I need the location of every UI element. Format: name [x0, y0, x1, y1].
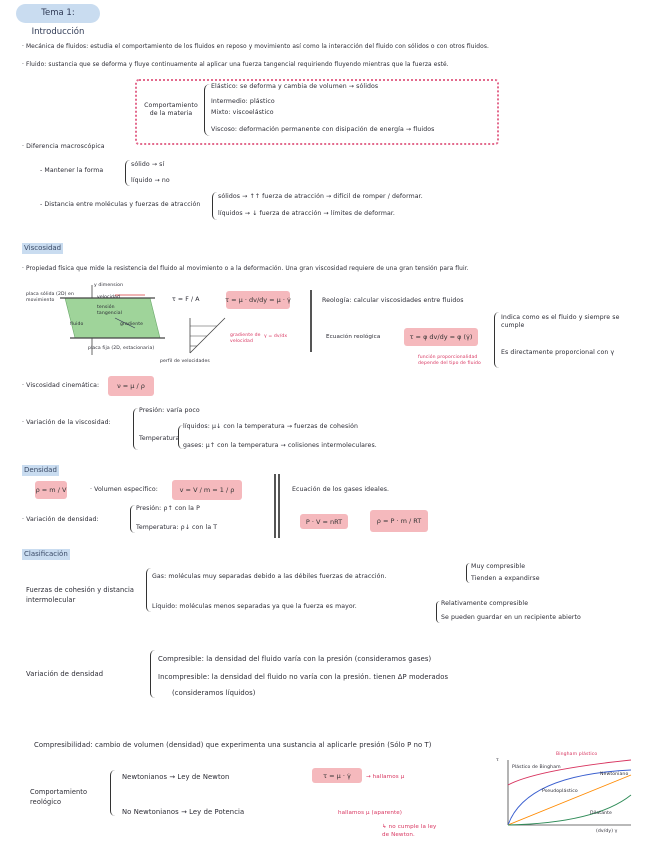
- curve-label-dilatante: Dilatante: [590, 811, 612, 816]
- graph-top-label: Bingham plástico: [556, 752, 598, 757]
- comportamiento-label: Comportamiento de la materia: [144, 102, 198, 117]
- gas-a: Muy compresible: [471, 563, 526, 570]
- tau-phi-box: τ = φ dv/dy = φ (γ̇): [404, 328, 478, 346]
- densidad-divider: [274, 474, 276, 538]
- viscosidad-divider: [310, 290, 312, 352]
- tau-fa: τ = F / A: [172, 296, 200, 303]
- y-dimension-label: y dimension: [94, 283, 124, 288]
- behavior-elastico: Elástico: se deforma y cambia de volumen → sólidos: [211, 83, 379, 90]
- viscosidad-def: · Propiedad física que mide la resistencia del fluido al movimiento o a la deformación. Una gran viscosidad requiere de una gran tensión para fluir.: [22, 266, 469, 272]
- variacion-densidad: · Variación de densidad:: [22, 516, 99, 523]
- rho-gas-box: ρ = P · m / RT: [370, 510, 428, 532]
- cinematica-text: · Viscosidad cinemática:: [22, 382, 100, 389]
- curve-pseudoplastico: [508, 770, 631, 825]
- solido-si: sólido → sí: [131, 161, 165, 168]
- graph-x-axis-label: (dv/dy) γ: [596, 829, 618, 834]
- densidad-var-brace: [150, 650, 155, 698]
- v-box: v = V / m = 1 / ρ: [172, 480, 242, 500]
- variacion-viscosidad: · Variación de la viscosidad:: [22, 419, 111, 426]
- liquido-brace: [436, 601, 440, 623]
- velocidad-label: velocidad: [97, 295, 120, 300]
- profile-diagonal: [190, 318, 225, 353]
- fluido-label: fluido: [70, 322, 84, 327]
- variacion-brace: [133, 408, 138, 450]
- graph-tau-axis: τ: [496, 758, 499, 763]
- tension-label: tensión tangencial: [97, 305, 123, 316]
- forma-brace: [125, 160, 130, 186]
- curve-label-bingham: Plástico de Bingham: [512, 765, 561, 770]
- densidad-heading: Densidad: [24, 466, 57, 474]
- reologico-brace: [110, 770, 115, 816]
- pv-box: P · V = nRT: [300, 514, 348, 529]
- distancia-text: - Distancia entre moléculas y fuerzas de atracción: [40, 201, 201, 208]
- behavior-viscoso: Viscoso: deformación permanente con disipación de energía → fluidos: [211, 126, 435, 133]
- behavior-mixto: Mixto: viscoelástico: [211, 109, 274, 116]
- volumen-especifico: · Volumen específico:: [90, 486, 158, 493]
- reologia-text: Reología: calcular viscosidades entre fluidos: [322, 297, 464, 304]
- newtonianos-text: Newtonianos → Ley de Newton: [122, 773, 230, 781]
- page-title: Tema 1: Introducción: [16, 4, 100, 23]
- ecuacion-reologica: Ecuación reológica: [326, 334, 381, 340]
- incompresible-b: (consideramos líquidos): [172, 689, 256, 697]
- placa-solida-label: placa sólida (2D) en movimiento: [26, 292, 74, 303]
- behavior-intermedio: Intermedio: plástico: [211, 98, 275, 105]
- gamma-eq: γ = dv/dx: [264, 334, 288, 339]
- tau-mu-box: τ = μ · dv/dy = μ · γ̇: [226, 291, 290, 309]
- liquido-no: líquido → no: [131, 177, 170, 184]
- materia-brace: [204, 84, 210, 136]
- curve-newtoniano: [508, 775, 631, 825]
- gradiente-label: gradiente: [120, 322, 144, 327]
- directamente-text: Es directamente proporcional con γ: [501, 349, 615, 356]
- liquido-text: Líquido: moléculas menos separadas ya que la fuerza es mayor.: [152, 603, 357, 610]
- clasificacion-heading: Clasificación: [24, 550, 68, 558]
- incompresible-text: Incompresible: la densidad del fluido no varía con la presión. tienen ΔP moderados: [158, 673, 449, 681]
- fluido-text: · Fluido: sustancia que se deforma y fluye continuamente al aplicar una fuerza tangencial requiriendo fluyendo mientras que la fuerza esté.: [22, 62, 449, 68]
- gas-b: Tienden a expandirse: [471, 575, 540, 582]
- curve-label-pseudoplastico: Pseudoplástico: [542, 789, 578, 794]
- hallamos-mu: → hallamos μ: [366, 774, 405, 780]
- temperatura-rho: Temperatura: ρ↓ con la T: [136, 524, 218, 531]
- liquidos-line: líquidos → ↓ fuerza de atracción → límites de deformar.: [218, 210, 395, 217]
- mantener-forma: - Mantener la forma: [40, 167, 104, 174]
- mecanica-text: · Mecánica de fluidos: estudia el comportamiento de los fluidos en reposo y movimiento así como la interacción del fluido con sólidos o con otros fluidos.: [22, 44, 489, 50]
- gas-text: Gas: moléculas muy separadas debido a las débiles fuerzas de atracción.: [152, 573, 387, 580]
- ecuacion-gases: Ecuación de los gases ideales.: [292, 486, 390, 493]
- presion-rho: Presión: ρ↑ con la P: [136, 505, 200, 512]
- viscosidad-heading: Viscosidad: [24, 244, 62, 252]
- liq-a: Relativamente compresible: [441, 600, 529, 607]
- curve-label-newtoniano: Newtoniano: [600, 772, 629, 777]
- fluid-region: [65, 298, 160, 338]
- perfil-label: perfil de velocidades: [160, 359, 210, 364]
- fuerzas-brace: [146, 568, 151, 612]
- diferencia-text: · Diferencia macroscópica: [22, 143, 105, 150]
- funcion-note: función proporcionalidad depende del tipo de fluido: [418, 355, 481, 366]
- presion-varia: Presión: varía poco: [139, 407, 200, 414]
- tau-newton-box: τ = μ · γ̇: [312, 768, 362, 783]
- reologico-label: Comportamiento reológico: [30, 788, 88, 806]
- liquidos-t: líquidos: μ↓ con la temperatura → fuerzas de cohesión: [183, 423, 359, 430]
- hallamos-app: hallamos μ (aparente): [338, 810, 403, 816]
- no-cumple: ↳ no cumple la ley de Newton.: [382, 824, 437, 838]
- temperatura-label: Temperatura: [139, 435, 180, 442]
- gases-t: gases: μ↑ con la temperatura → colisiones intermoleculares.: [183, 442, 377, 449]
- indica-text: Indica como es el fluido y siempre se cumple: [501, 314, 620, 329]
- densidad-divider-2: [278, 474, 280, 538]
- reologia-brace: [494, 312, 499, 368]
- gas-brace: [466, 563, 470, 583]
- gradiente-note: gradiente de velocidad: [230, 333, 261, 344]
- densidad-label: Variación de densidad: [26, 670, 104, 678]
- placa-fija-label: placa fija (2D, estacionaria): [88, 346, 155, 351]
- fuerzas-label: Fuerzas de cohesión y distancia intermolecular: [26, 586, 135, 604]
- liq-b: Se pueden guardar en un recipiente abierto: [441, 614, 581, 621]
- rho-box: ρ = m / V: [35, 481, 67, 499]
- densidad-brace: [130, 505, 135, 533]
- compresible-text: Compresible: la densidad del fluido varía con la presión (consideramos gases): [158, 655, 432, 663]
- distancia-brace: [212, 192, 217, 220]
- no-newtonianos-text: No Newtonianos → Ley de Potencia: [122, 808, 245, 816]
- nu-box: ν = μ / ρ: [108, 376, 154, 396]
- compresibilidad-text: Compresibilidad: cambio de volumen (densidad) que experimenta una sustancia al aplicarle presión (Sólo P no T): [34, 741, 432, 749]
- solidos-line: sólidos → ↑↑ fuerza de atracción → difícil de romper / deformar.: [218, 193, 423, 200]
